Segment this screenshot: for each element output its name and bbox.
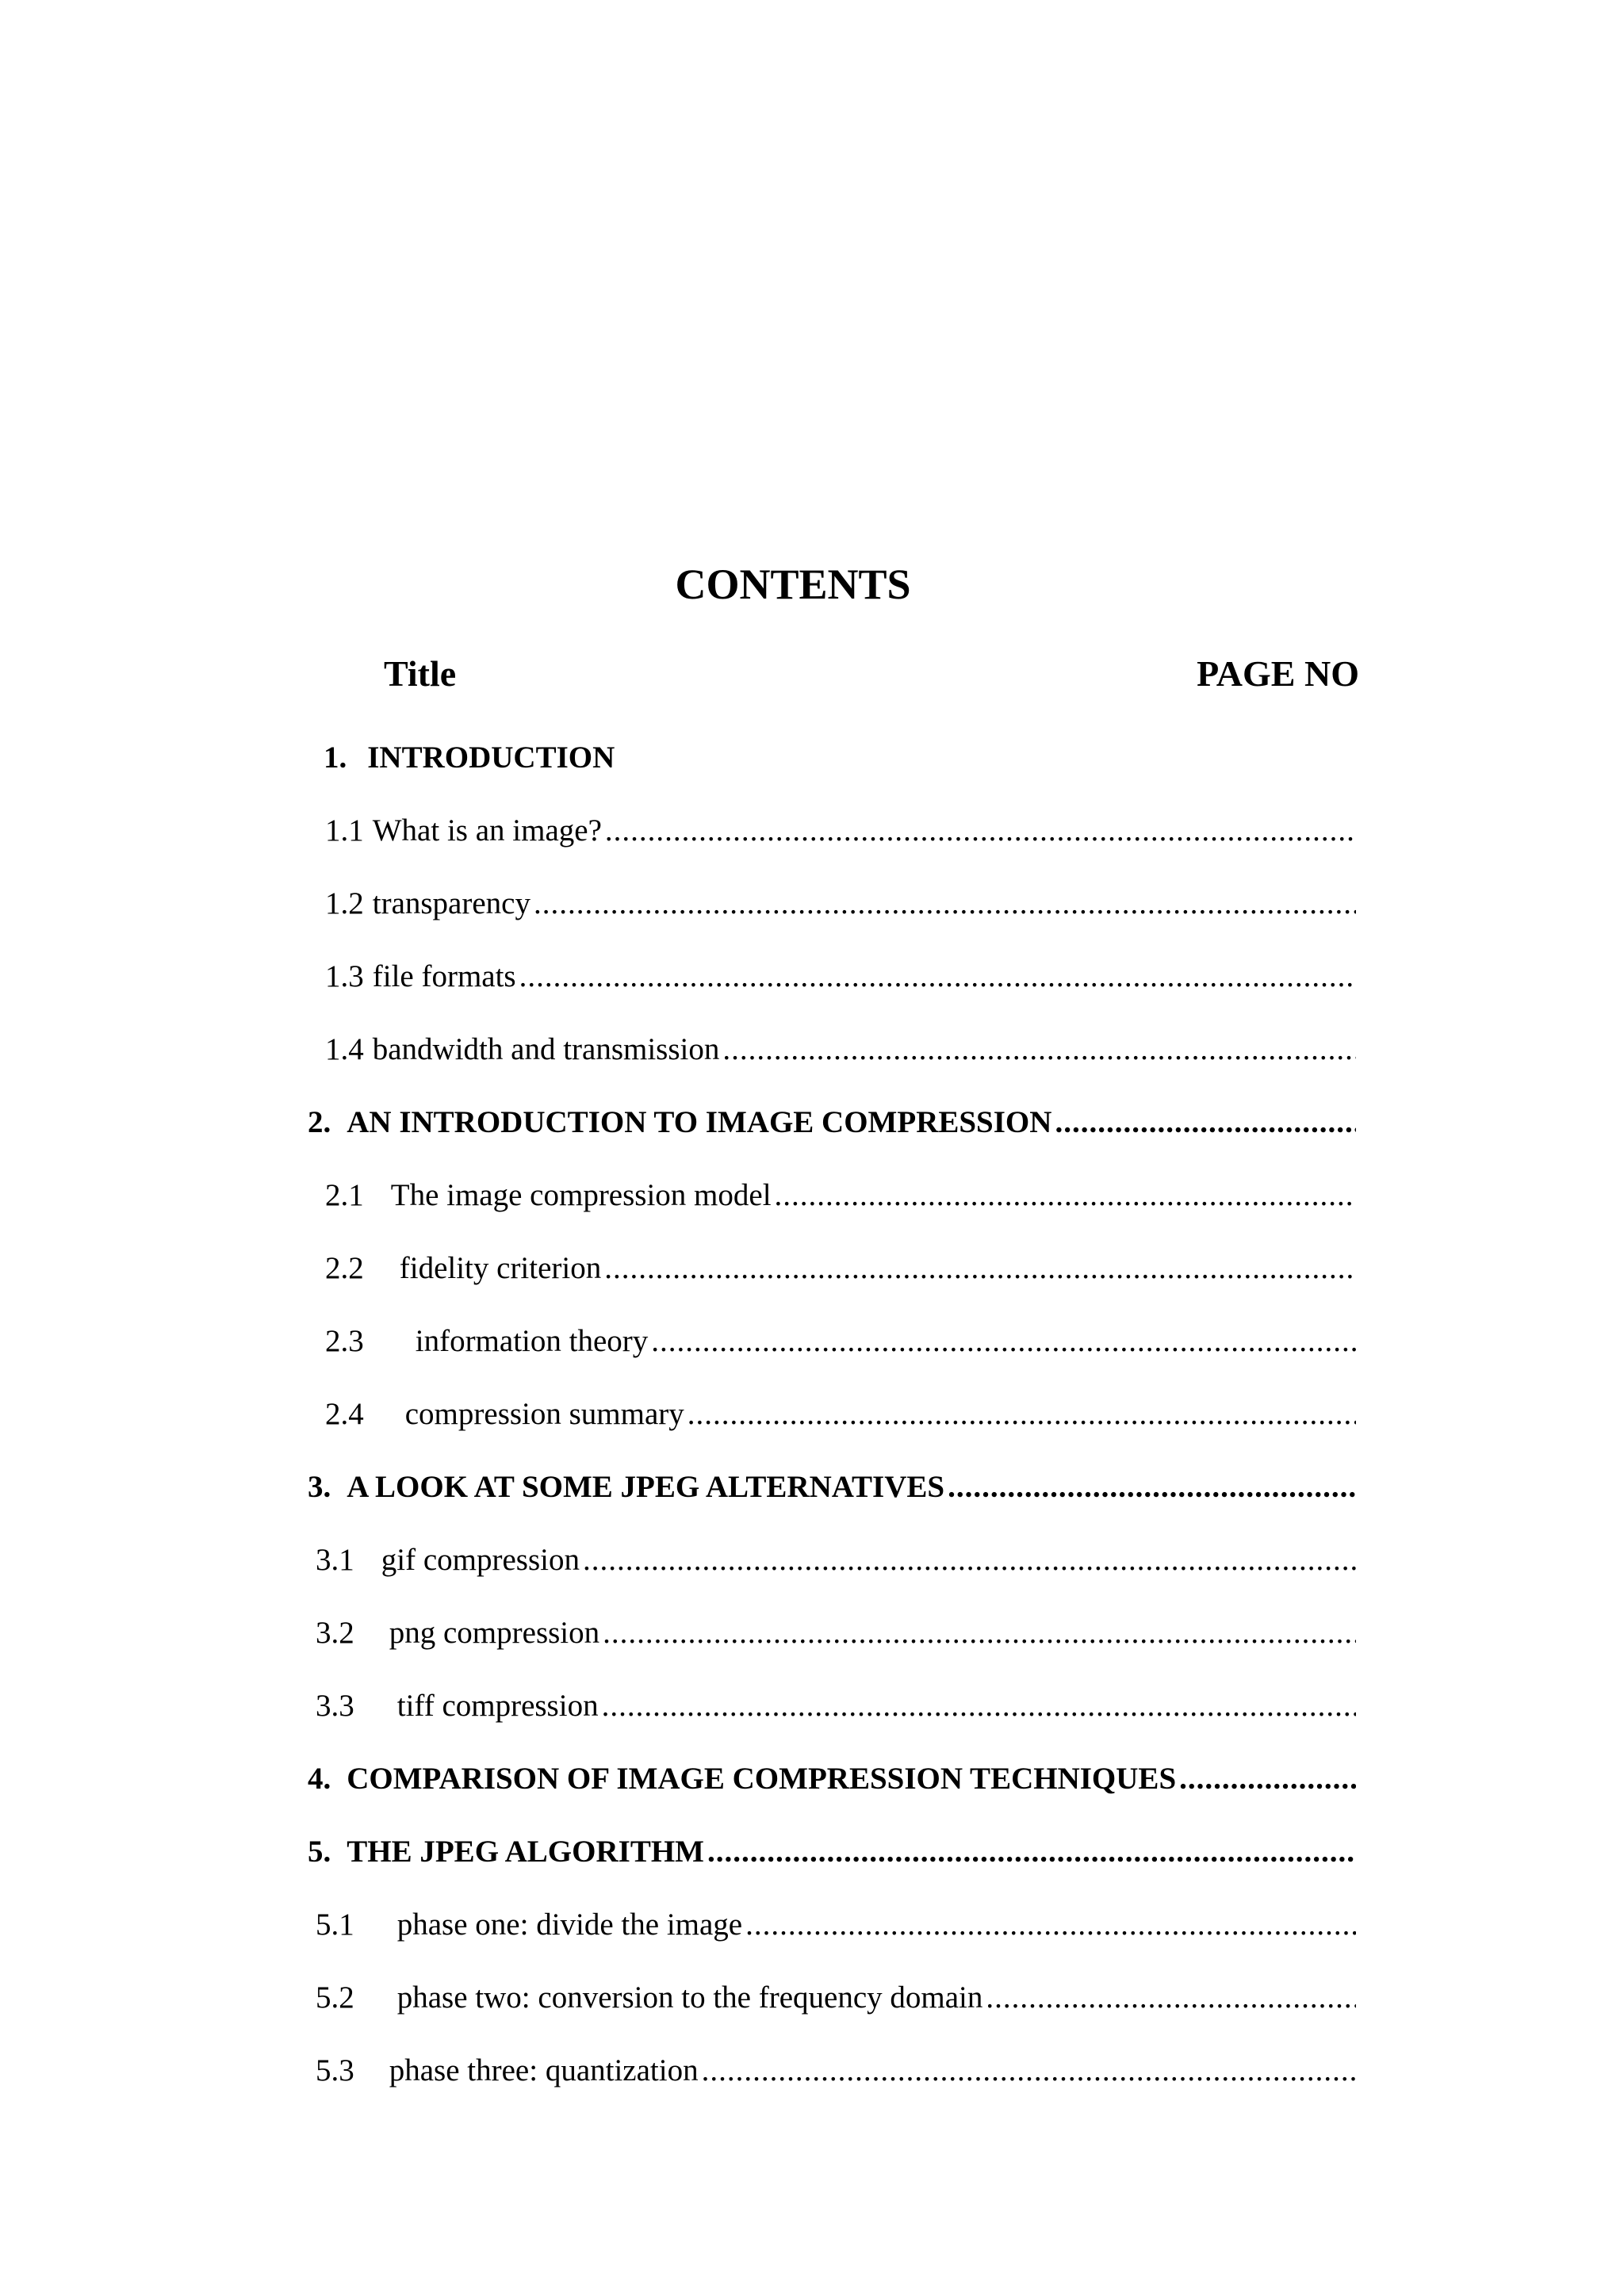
dot-leader: [602, 1682, 1356, 1730]
toc-section-3-3[interactable]: [316, 1682, 1356, 1730]
toc-section-3-2[interactable]: [316, 1609, 1356, 1657]
toc-title: The image compression model: [390, 1178, 772, 1212]
toc-section-2-1[interactable]: [325, 1172, 1356, 1219]
toc-section-1-3[interactable]: [325, 953, 1356, 1001]
toc-title: phase three: quantization: [389, 2053, 699, 2087]
toc-number: 2.2: [325, 1251, 364, 1285]
toc-title: COMPARISON OF IMAGE COMPRESSION TECHNIQUES: [347, 1762, 1177, 1796]
toc-number: 3.1: [316, 1543, 354, 1577]
toc-title: information theory: [415, 1324, 649, 1358]
toc-title: phase two: conversion to the frequency domain: [396, 1980, 983, 2015]
toc-number: 1.1: [325, 813, 364, 848]
toc-section-1-1[interactable]: [325, 807, 1356, 855]
toc-number: 5.3: [316, 2053, 354, 2087]
dot-leader: [702, 2047, 1356, 2095]
toc-number: 3.2: [316, 1616, 354, 1650]
toc-section-2-4[interactable]: [325, 1391, 1356, 1438]
toc-chapter-introduction[interactable]: [324, 734, 1356, 782]
dot-leader: [745, 1901, 1356, 1949]
title-column-label: Title: [384, 653, 457, 694]
toc-number: 1.3: [325, 959, 364, 993]
dot-leader: [948, 1464, 1356, 1511]
dot-leader: [651, 1318, 1356, 1365]
toc-section-5-1[interactable]: [316, 1901, 1356, 1949]
toc-section-5-3[interactable]: [316, 2047, 1356, 2095]
dot-leader: [986, 1974, 1356, 2022]
dot-leader: [722, 1026, 1356, 1073]
toc-title: png compression: [389, 1616, 600, 1650]
dot-leader: [775, 1172, 1356, 1219]
toc-title: tiff compression: [396, 1689, 599, 1723]
toc-section-1-2[interactable]: [325, 880, 1356, 928]
toc-number: 5.2: [316, 1980, 354, 2015]
toc-title: A LOOK AT SOME JPEG ALTERNATIVES: [347, 1470, 945, 1504]
toc-section-2-2[interactable]: [325, 1245, 1356, 1292]
toc-section-2-3[interactable]: [325, 1318, 1356, 1365]
toc-title: fidelity criterion: [399, 1251, 602, 1285]
toc-title: transparency: [372, 886, 530, 920]
toc-number: 4.: [308, 1762, 331, 1796]
dot-leader: [688, 1391, 1356, 1438]
toc-number: 2.3: [325, 1324, 364, 1358]
toc-chapter-jpeg-algorithm[interactable]: [308, 1828, 1356, 1876]
toc-title: AN INTRODUCTION TO IMAGE COMPRESSION: [347, 1105, 1052, 1139]
toc-number: 1.2: [325, 886, 364, 920]
page-no-column-label: PAGE NO: [1197, 653, 1359, 694]
toc-number: 5.: [308, 1835, 331, 1869]
toc-title: compression summary: [404, 1397, 684, 1431]
dot-leader: [605, 807, 1356, 855]
toc-chapter-image-compression[interactable]: [308, 1099, 1356, 1146]
dot-leader: [583, 1536, 1356, 1584]
toc-title: file formats: [372, 959, 516, 993]
toc-chapter-jpeg-alternatives[interactable]: [308, 1464, 1356, 1511]
toc-title: gif compression: [381, 1543, 580, 1577]
dot-leader: [603, 1609, 1356, 1657]
toc-section-3-1[interactable]: [316, 1536, 1356, 1584]
toc-chapter-comparison[interactable]: [308, 1755, 1356, 1803]
dot-leader: [707, 1828, 1356, 1876]
toc-title: bandwidth and transmission: [372, 1032, 720, 1066]
dot-leader: [1055, 1099, 1356, 1146]
toc-number: 3.: [308, 1470, 331, 1504]
toc-title: phase one: divide the image: [396, 1908, 743, 1942]
toc-number: 2.4: [325, 1397, 364, 1431]
page-title: CONTENTS: [675, 561, 911, 608]
toc-title: What is an image?: [372, 813, 602, 848]
toc-title: INTRODUCTION: [367, 740, 615, 775]
toc-section-1-4[interactable]: [325, 1026, 1356, 1073]
toc-number: 5.1: [316, 1908, 354, 1942]
dot-leader: [519, 953, 1356, 1001]
toc-section-5-2[interactable]: [316, 1974, 1356, 2022]
dot-leader: [534, 880, 1356, 928]
dot-leader: [1179, 1755, 1356, 1803]
toc-number: 1.: [324, 740, 347, 775]
toc-number: 2.1: [325, 1178, 364, 1212]
toc-number: 3.3: [316, 1689, 354, 1723]
toc-number: 1.4: [325, 1032, 364, 1066]
toc-title: THE JPEG ALGORITHM: [347, 1835, 704, 1869]
toc-number: 2.: [308, 1105, 331, 1139]
dot-leader: [604, 1245, 1356, 1292]
